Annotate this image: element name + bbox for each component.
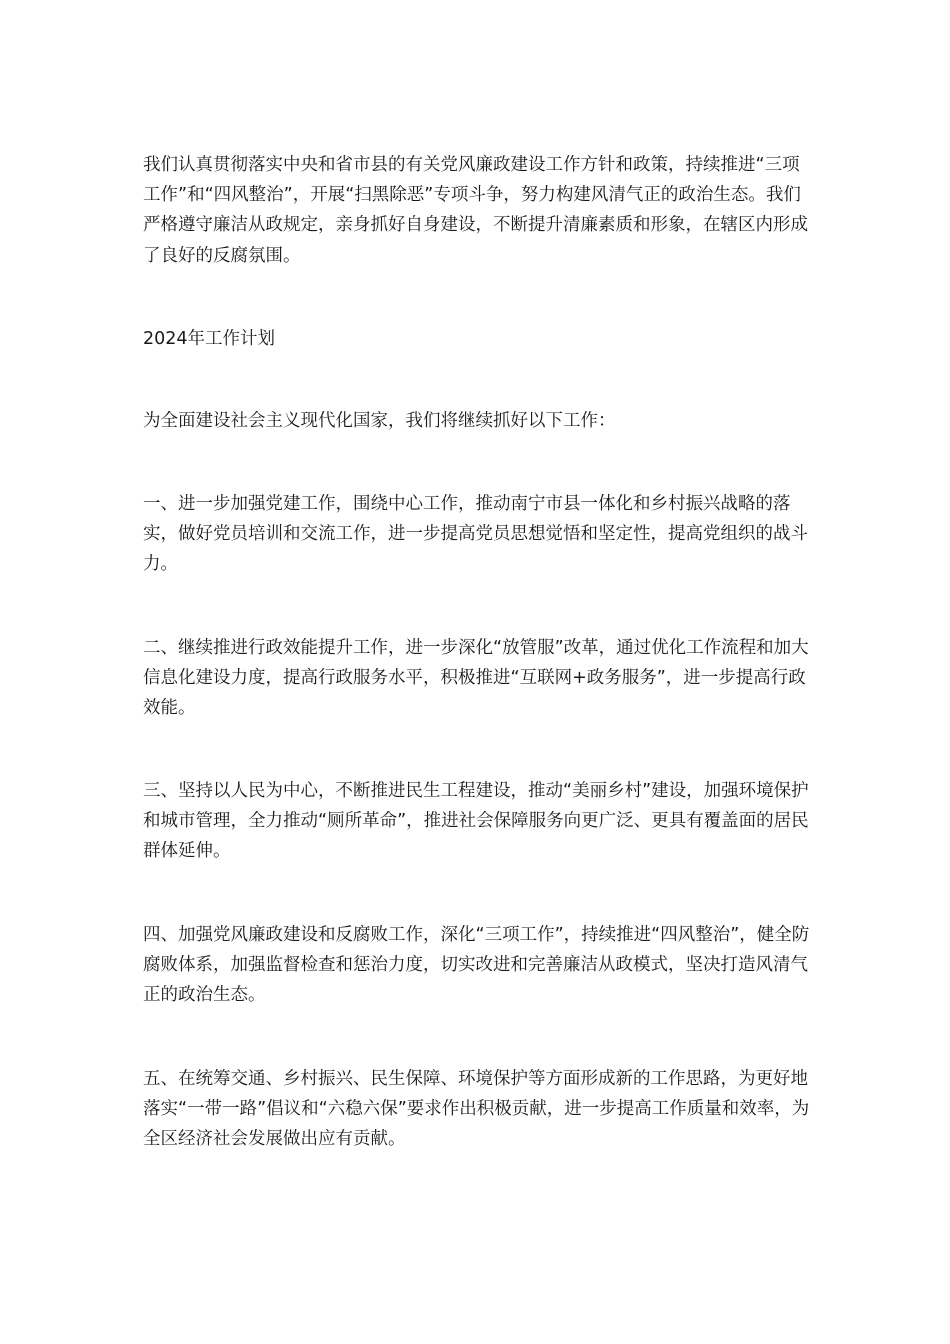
intro-paragraph: 我们认真贯彻落实中央和省市县的有关党风廉政建设工作方针和政策，持续推进“三项工作”和“四风整治”，开展“扫黑除恶”专项斗争，努力构建风清气正的政治生态。我们严格遵守廉洁从政规定，亲身抓好自身建设，不断提升清廉素质和形象，在辖区内形成了良好的反腐氛围。 <box>143 155 808 266</box>
plan-item-1: 一、进一步加强党建工作，围绕中心工作，推动南宁市县一体化和乡村振兴战略的落实，做好党员培训和交流工作，进一步提高党员思想觉悟和坚定性，提高党组织的战斗力。 <box>143 494 808 575</box>
plan-item-5: 五、在统筹交通、乡村振兴、民生保障、环境保护等方面形成新的工作思路，为更好地落实“一带一路”倡议和“六稳六保”要求作出积极贡献，进一步提高工作质量和效率，为全区经济社会发展做出应有贡献。 <box>143 1069 810 1150</box>
section-heading: 2024年工作计划 <box>143 329 276 349</box>
plan-item-4: 四、加强党风廉政建设和反腐败工作，深化“三项工作”，持续推进“四风整治”，健全防腐败体系，加强监督检查和惩治力度，切实改进和完善廉洁从政模式，坚决打造风清气正的政治生态。 <box>143 925 810 1006</box>
plan-item-3: 三、坚持以人民为中心，不断推进民生工程建设，推动“美丽乡村”建设，加强环境保护和城市管理，全力推动“厕所革命”，推进社会保障服务向更广泛、更具有覆盖面的居民群体延伸。 <box>143 781 809 862</box>
lead-paragraph: 为全面建设社会主义现代化国家，我们将继续抓好以下工作： <box>143 411 616 431</box>
plan-item-2: 二、继续推进行政效能提升工作，进一步深化“放管服”改革，通过优化工作流程和加大信息化建设力度，提高行政服务水平，积极推进“互联网+政务服务”，进一步提高行政效能。 <box>143 638 809 719</box>
